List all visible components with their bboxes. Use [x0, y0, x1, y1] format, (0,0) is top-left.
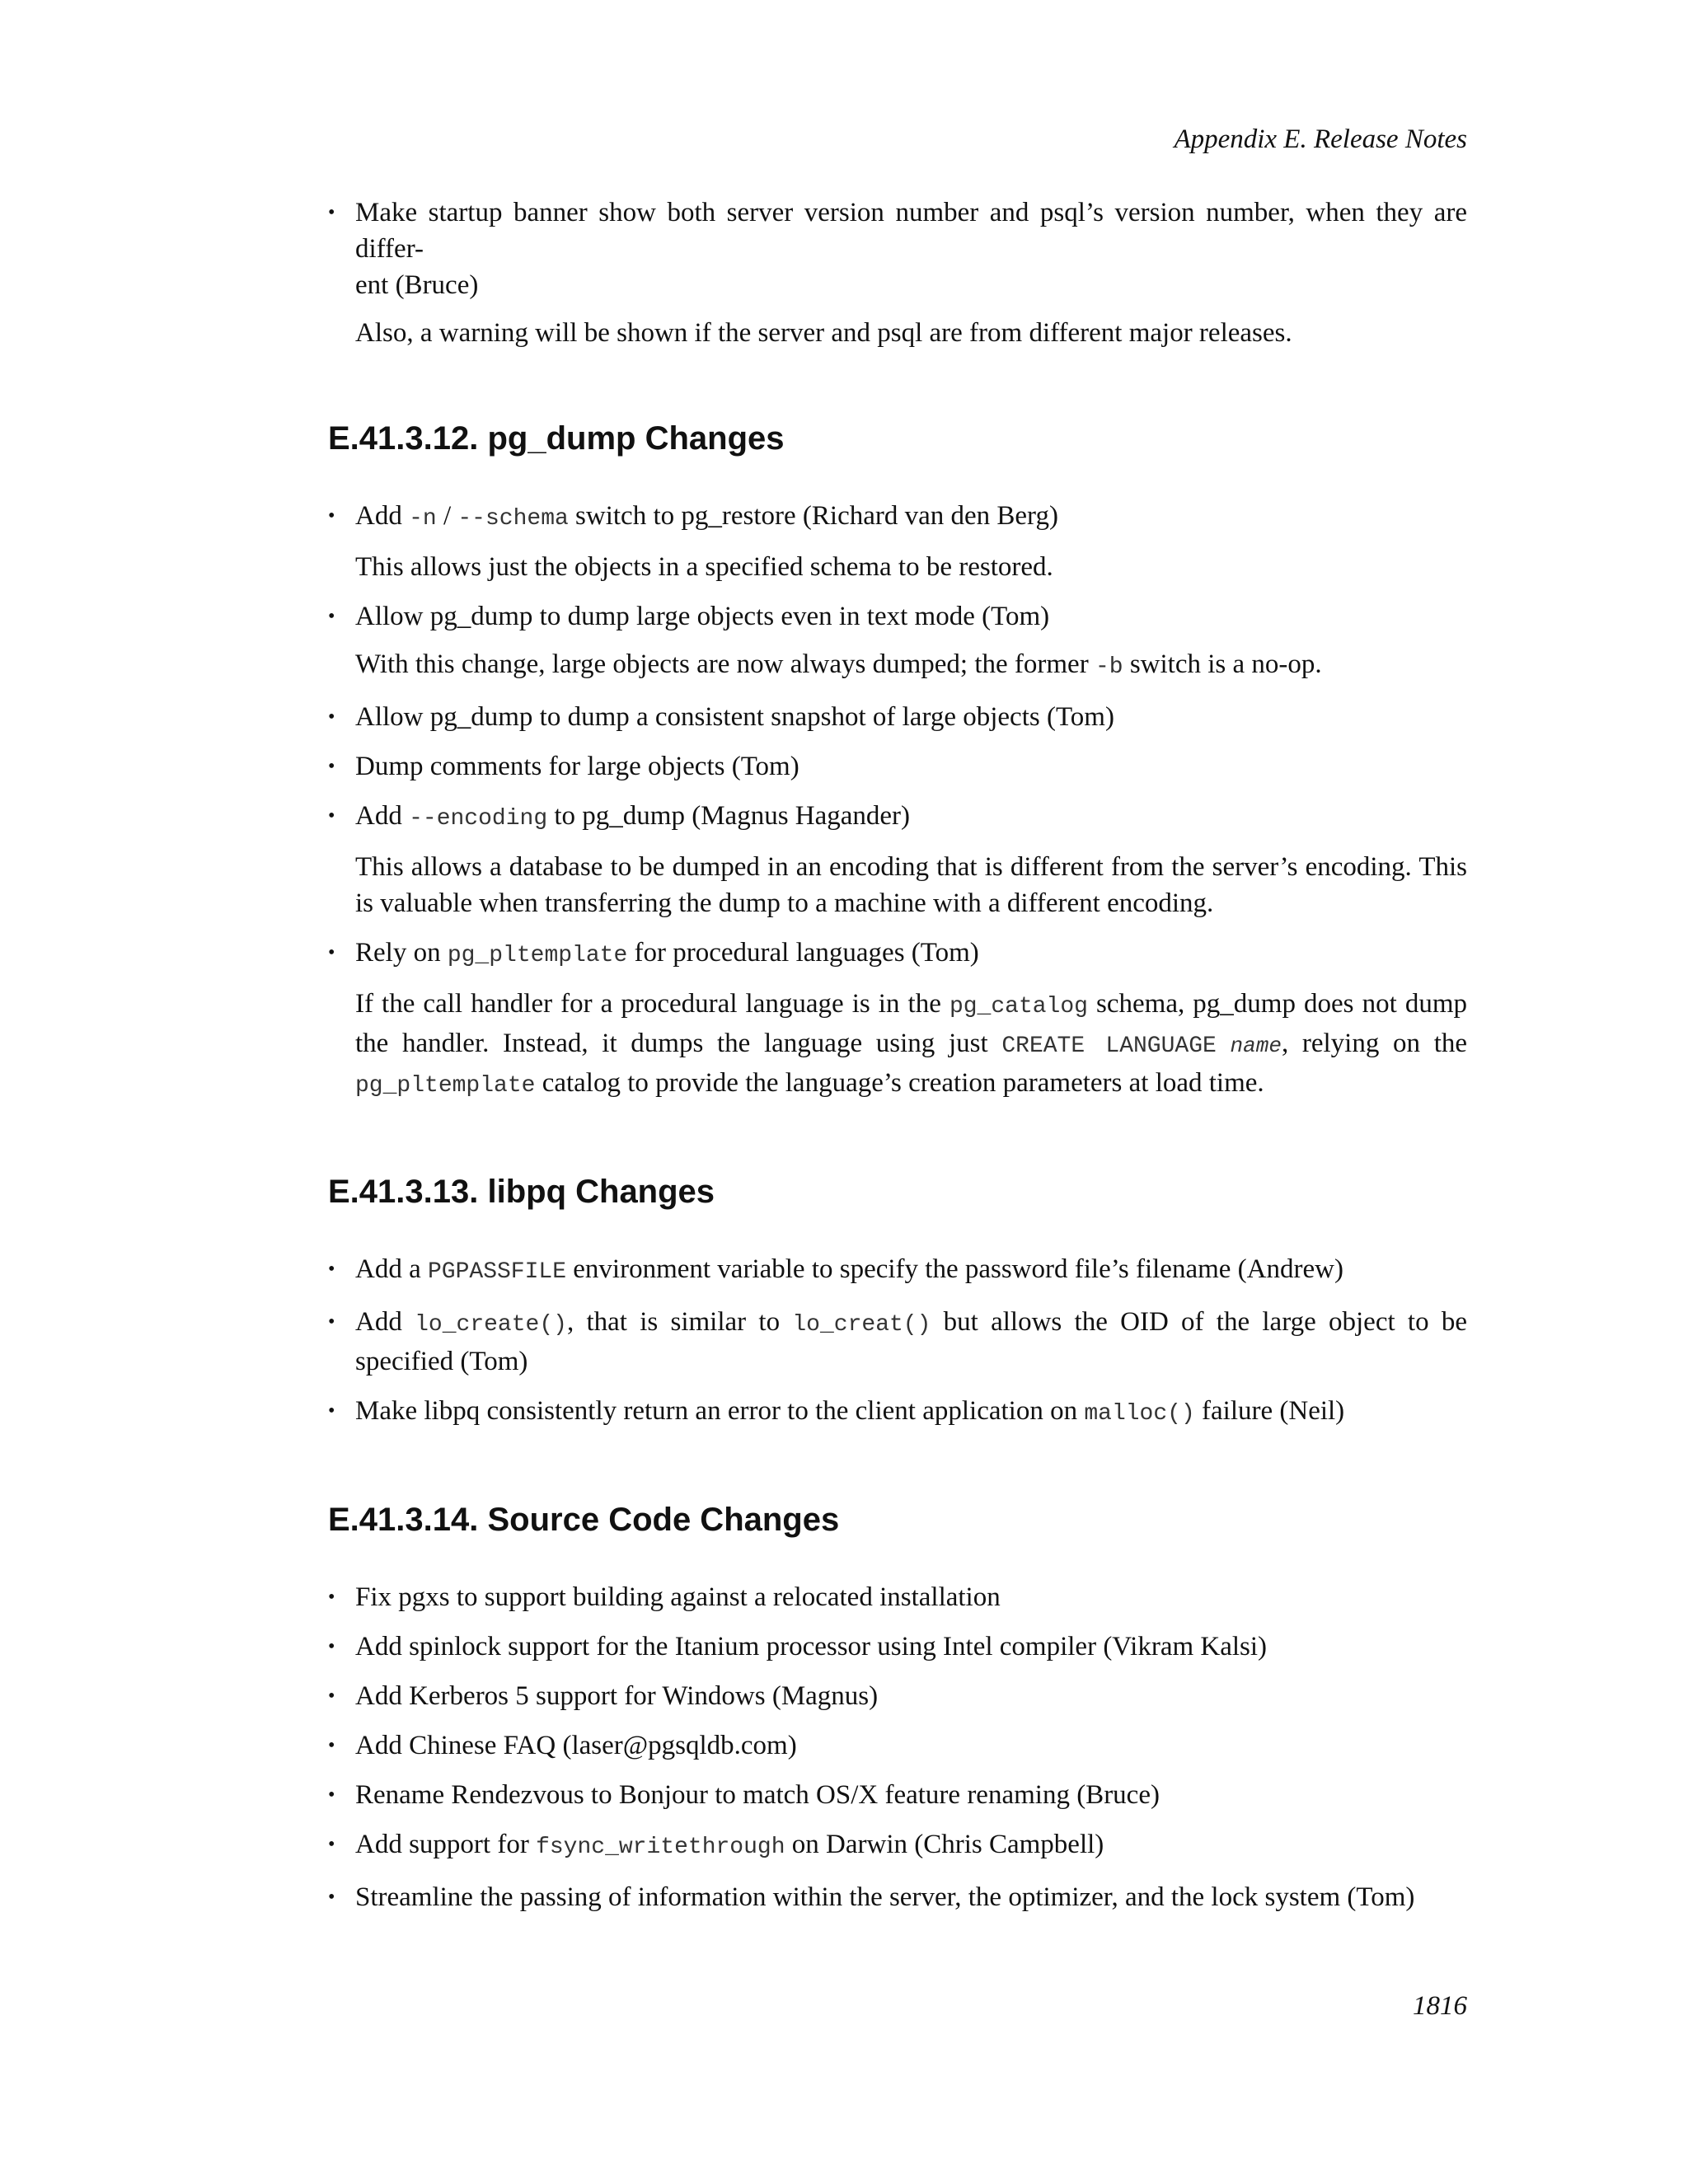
item-text: Add Kerberos 5 support for Windows (Magnus) — [355, 1681, 879, 1711]
inline-code: CREATE LANGUAGE — [1001, 1033, 1217, 1059]
list-item — [328, 748, 1467, 785]
pg-dump-list — [328, 498, 1467, 1104]
list-item — [328, 1393, 1467, 1432]
bullet-icon: • — [328, 1735, 335, 1756]
note-text: , relying on the — [1281, 1029, 1468, 1058]
document-page — [328, 0, 1467, 2184]
item-text: failure (Neil) — [1194, 1396, 1345, 1426]
page-number: 1816 — [1413, 1991, 1467, 2021]
section-title-source-code: E.41.3.14. Source Code Changes — [328, 1502, 840, 1538]
bullet-icon: • — [328, 1834, 335, 1855]
bullet-icon: • — [328, 202, 335, 223]
page-content — [328, 194, 1467, 1915]
item-note — [355, 646, 1467, 686]
list-item — [328, 1579, 1467, 1615]
inline-code: fsync_writethrough — [536, 1835, 785, 1860]
list-item — [328, 194, 1467, 351]
list-item — [328, 1251, 1467, 1291]
inline-code: -n — [409, 506, 437, 532]
inline-code: pg_pltemplate — [447, 943, 628, 968]
list-item — [328, 1678, 1467, 1714]
bullet-icon: • — [328, 1636, 335, 1657]
list-item — [328, 1826, 1467, 1866]
item-text: Fix pgxs to support building against a relocated installation — [355, 1582, 1001, 1612]
bullet-icon: • — [328, 1784, 335, 1806]
note-text: With this change, large objects are now always dumped; the former — [355, 649, 1095, 679]
inline-code-placeholder: name — [1230, 1033, 1282, 1058]
item-note: This allows just the objects in a specified schema to be restored. — [355, 552, 1053, 582]
item-text: Add spinlock support for the Itanium processor using Intel compiler (Vikram Kalsi) — [355, 1632, 1268, 1661]
item-text: , that is similar to — [566, 1307, 793, 1337]
list-item — [328, 598, 1467, 686]
note-text: schema, pg_dump does not dump the handler. Instead, it dumps the language using just — [355, 989, 1467, 1058]
bullet-icon: • — [328, 505, 335, 527]
item-text: Add — [355, 1307, 415, 1337]
note-text: If the call handler for a procedural language is in the — [355, 989, 950, 1019]
bullet-icon: • — [328, 756, 335, 777]
item-text: Allow pg_dump to dump a consistent snapshot of large objects (Tom) — [355, 702, 1114, 732]
item-text: Add Chinese FAQ (laser@pgsqldb.com) — [355, 1731, 797, 1760]
item-text: Dump comments for large objects (Tom) — [355, 752, 799, 781]
item-note: This allows a database to be dumped in an encoding that is different from the server’s encoding. This is valuable when transferring the dump to a machine with a different encoding. — [355, 852, 1467, 918]
note-space — [1217, 1029, 1231, 1058]
item-text: environment variable to specify the password file’s filename (Andrew) — [566, 1254, 1343, 1284]
item-text: Rely on — [355, 938, 448, 968]
item-text: switch to pg_restore (Richard van den Berg) — [568, 501, 1058, 531]
inline-code: lo_creat() — [792, 1312, 931, 1338]
list-item — [328, 1727, 1467, 1764]
item-text: to pg_dump (Magnus Hagander) — [547, 801, 911, 831]
item-text: Rename Rendezvous to Bonjour to match OS/X feature renaming (Bruce) — [355, 1780, 1160, 1810]
intro-list — [328, 194, 1467, 351]
bullet-icon: • — [328, 1586, 335, 1608]
libpq-list — [328, 1251, 1467, 1432]
inline-code: pg_catalog — [949, 994, 1088, 1019]
bullet-icon: • — [328, 1400, 335, 1422]
item-text: but allows the OID of the large object to be specified (Tom) — [355, 1307, 1467, 1376]
item-text: Allow pg_dump to dump large objects even in text mode (Tom) — [355, 602, 1050, 631]
item-text-line-2: ent (Bruce) — [355, 270, 479, 300]
bullet-icon: • — [328, 606, 335, 627]
bullet-icon: • — [328, 1685, 335, 1707]
section-title-pg-dump: E.41.3.12. pg_dump Changes — [328, 420, 785, 457]
inline-code: malloc() — [1084, 1401, 1195, 1427]
item-text: / — [436, 501, 458, 531]
item-text: Streamline the passing of information within the server, the optimizer, and the lock system (Tom) — [355, 1882, 1415, 1912]
item-text: Add support for — [355, 1830, 537, 1859]
list-item — [328, 498, 1467, 585]
item-text: for procedural languages (Tom) — [627, 938, 979, 968]
bullet-icon: • — [328, 942, 335, 963]
inline-code: lo_create() — [415, 1312, 567, 1338]
running-header: Appendix E. Release Notes — [1174, 124, 1467, 154]
bullet-icon: • — [328, 1258, 335, 1280]
list-item — [328, 1879, 1467, 1915]
list-item — [328, 1629, 1467, 1665]
list-item — [328, 1777, 1467, 1813]
list-item — [328, 699, 1467, 735]
item-text: Add a — [355, 1254, 428, 1284]
item-text: Add — [355, 801, 410, 831]
item-text-line-1: Make startup banner show both server version number and psql’s version number, when they are differ- — [355, 198, 1467, 264]
inline-code: --encoding — [409, 806, 548, 832]
bullet-icon: • — [328, 1311, 335, 1333]
list-item — [328, 1304, 1467, 1380]
source-code-list — [328, 1579, 1467, 1915]
inline-code: pg_pltemplate — [355, 1073, 536, 1099]
bullet-icon: • — [328, 706, 335, 728]
bullet-icon: • — [328, 805, 335, 827]
list-item — [328, 935, 1467, 1104]
section-title-libpq: E.41.3.13. libpq Changes — [328, 1174, 715, 1210]
item-text: on Darwin (Chris Campbell) — [785, 1830, 1104, 1859]
inline-code: PGPASSFILE — [427, 1259, 567, 1285]
note-text: catalog to provide the language’s creation parameters at load time. — [535, 1068, 1264, 1098]
item-text: Add — [355, 501, 410, 531]
item-text: Make libpq consistently return an error to the client application on — [355, 1396, 1085, 1426]
inline-code: --schema — [457, 506, 569, 532]
inline-code: -b — [1095, 654, 1123, 680]
item-note — [355, 986, 1467, 1104]
item-note: Also, a warning will be shown if the server and psql are from different major releases. — [355, 318, 1292, 348]
bullet-icon: • — [328, 1886, 335, 1908]
note-text: switch is a no-op. — [1123, 649, 1322, 679]
list-item — [328, 798, 1467, 921]
